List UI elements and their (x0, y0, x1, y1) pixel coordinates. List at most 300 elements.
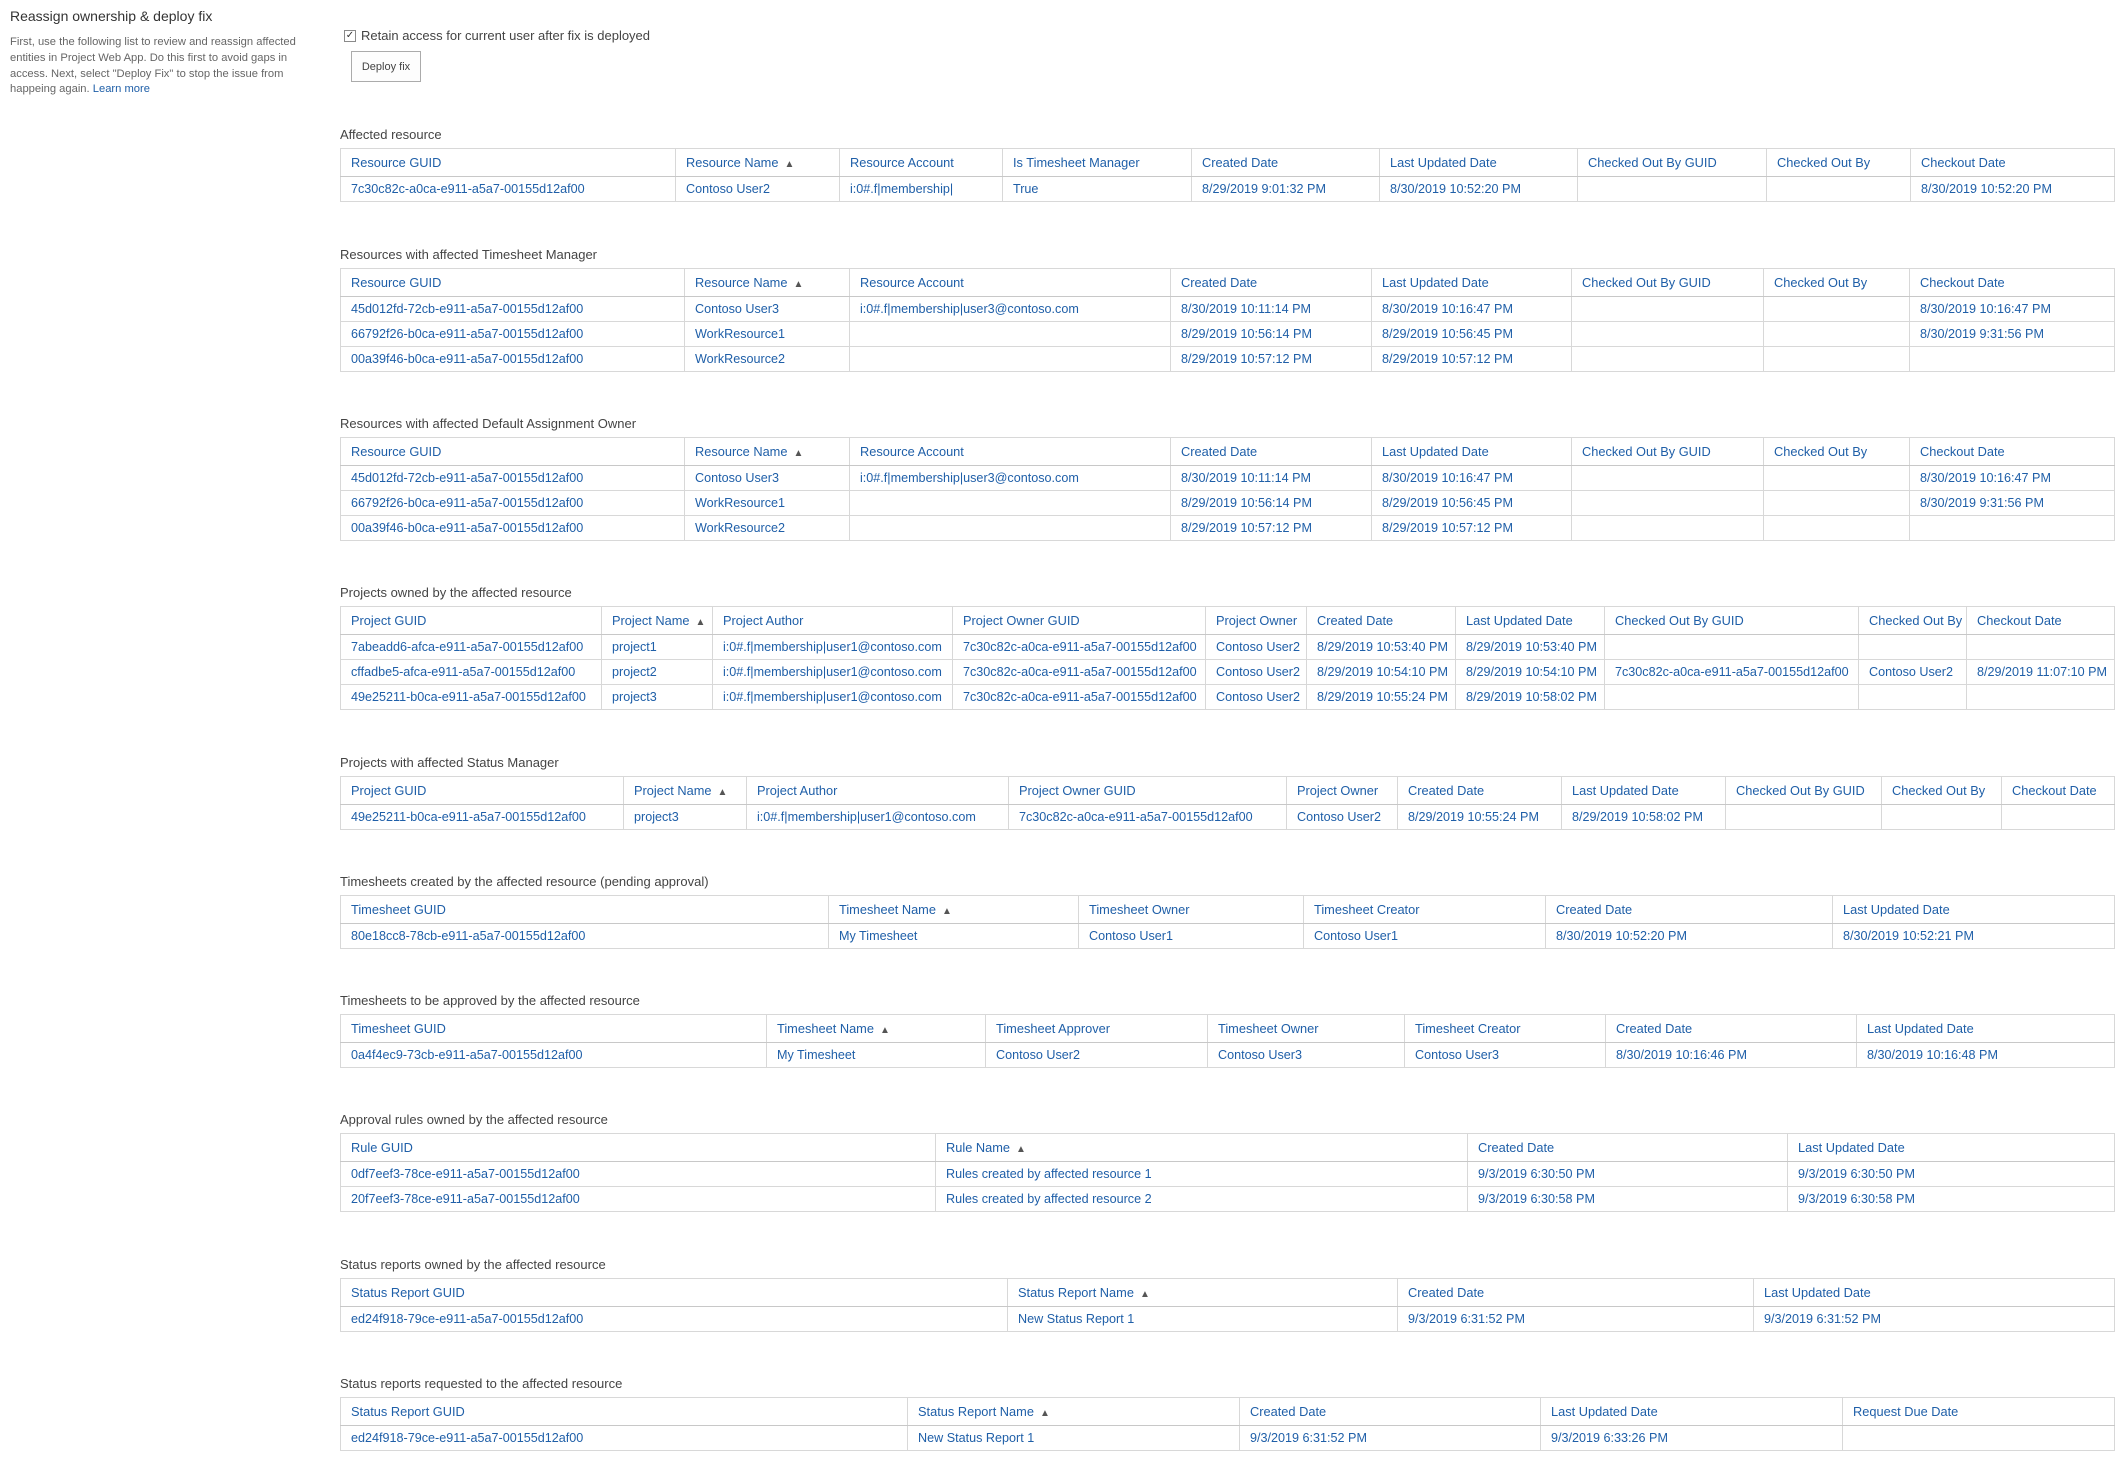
table-cell: 8/30/2019 10:16:47 PM (1372, 466, 1572, 491)
table-cell: 7c30c82c-a0ca-e911-a5a7-00155d12af00 (953, 635, 1206, 660)
table-resources-default-assignment-owner (340, 437, 2115, 541)
header-row (341, 1398, 2115, 1426)
column-header[interactable] (1882, 777, 2002, 805)
column-header-label: Resource GUID (351, 155, 442, 170)
table-cell: 8/29/2019 10:56:14 PM (1171, 491, 1372, 516)
table-cell (1859, 635, 1967, 660)
table-cell: 49e25211-b0ca-e911-a5a7-00155d12af00 (341, 685, 602, 710)
column-header-label: Request Due Date (1853, 1404, 1959, 1419)
column-header-label: Rule GUID (351, 1140, 413, 1155)
table-status-reports-requested (340, 1397, 2115, 1451)
column-header[interactable] (1541, 1398, 1843, 1426)
table-cell: 8/30/2019 9:31:56 PM (1910, 491, 2115, 516)
column-header[interactable] (1380, 149, 1578, 177)
table-row[interactable] (341, 685, 2115, 710)
table-projects-status-manager (340, 776, 2115, 830)
column-header[interactable] (936, 1134, 1468, 1162)
table-cell (1764, 491, 1910, 516)
sort-ascending-icon[interactable]: ▲ (717, 787, 728, 798)
table-cell (1843, 1426, 2115, 1451)
table-approval-rules (340, 1133, 2115, 1212)
checkmark-icon: ✓ (345, 29, 355, 41)
column-header[interactable] (1843, 1398, 2115, 1426)
table-cell: 66792f26-b0ca-e911-a5a7-00155d12af00 (341, 322, 685, 347)
table-cell: i:0#.f|membership|user3@contoso.com (850, 466, 1171, 491)
column-header-label: Status Report GUID (351, 1285, 465, 1300)
table-cell: 9/3/2019 6:33:26 PM (1541, 1426, 1843, 1451)
column-header-label: Project Owner GUID (1019, 783, 1136, 798)
column-header-label: Resource Account (850, 155, 954, 170)
column-header[interactable] (341, 149, 676, 177)
section-projects-owned (340, 586, 2114, 710)
column-header-label: Timesheet Creator (1314, 902, 1420, 917)
column-header[interactable] (1857, 1015, 2115, 1043)
table-cell: 8/30/2019 9:31:56 PM (1910, 322, 2115, 347)
table-cell (1910, 516, 2115, 541)
column-header[interactable] (1764, 269, 1910, 297)
table-affected-resource (340, 148, 2115, 202)
table-cell (850, 516, 1171, 541)
table-cell (850, 322, 1171, 347)
column-header[interactable] (341, 896, 829, 924)
table-cell: 8/29/2019 10:54:10 PM (1307, 660, 1456, 685)
section-title: Resources with affected Timesheet Manager (340, 247, 598, 262)
column-header[interactable] (1372, 269, 1572, 297)
table-cell (1910, 347, 2115, 372)
table-projects-owned (340, 606, 2115, 710)
table-cell: True (1003, 177, 1192, 202)
section-status-reports-owned (340, 1258, 2114, 1332)
table-cell: ed24f918-79ce-e911-a5a7-00155d12af00 (341, 1307, 1008, 1332)
column-header-label: Last Updated Date (1551, 1404, 1658, 1419)
table-row[interactable] (341, 805, 2115, 830)
column-header[interactable] (676, 149, 840, 177)
table-cell: Contoso User3 (685, 466, 850, 491)
column-header-label: Checkout Date (1920, 275, 2005, 290)
table-cell: 9/3/2019 6:30:50 PM (1468, 1162, 1788, 1187)
table-cell: i:0#.f|membership|user1@contoso.com (713, 685, 953, 710)
sort-ascending-icon[interactable]: ▲ (784, 159, 795, 170)
table-cell (850, 491, 1171, 516)
table-cell: 49e25211-b0ca-e911-a5a7-00155d12af00 (341, 805, 624, 830)
column-header-label: Checked Out By GUID (1615, 613, 1744, 628)
column-header-label: Created Date (1478, 1140, 1555, 1155)
column-header[interactable] (341, 1279, 1008, 1307)
column-header-label: Status Report Name (1018, 1285, 1134, 1300)
column-header-label: Resource Name (686, 155, 779, 170)
column-header-label: Checked Out By GUID (1588, 155, 1717, 170)
column-header[interactable] (1008, 1279, 1398, 1307)
sort-ascending-icon[interactable]: ▲ (1039, 1408, 1050, 1419)
header-row (341, 896, 2115, 924)
column-header-label: Checked Out By GUID (1736, 783, 1865, 798)
column-header-label: Project Author (723, 613, 804, 628)
column-header[interactable] (341, 777, 624, 805)
table-cell: 8/29/2019 10:54:10 PM (1456, 660, 1605, 685)
table-cell: 8/29/2019 10:57:12 PM (1171, 347, 1372, 372)
column-header-label: Checkout Date (2012, 783, 2097, 798)
column-header[interactable] (986, 1015, 1208, 1043)
column-header[interactable] (747, 777, 1009, 805)
table-row[interactable] (341, 491, 2115, 516)
table-cell: project1 (602, 635, 713, 660)
table-cell: 8/29/2019 10:58:02 PM (1562, 805, 1726, 830)
table-cell: 7abeadd6-afca-e911-a5a7-00155d12af00 (341, 635, 602, 660)
column-header-label: Checked Out By GUID (1582, 444, 1711, 459)
column-header[interactable] (1079, 896, 1304, 924)
column-header[interactable] (1192, 149, 1380, 177)
column-header-label: Project Author (757, 783, 838, 798)
column-header[interactable] (685, 438, 850, 466)
column-header-label: Timesheet GUID (351, 902, 446, 917)
column-header[interactable] (2002, 777, 2115, 805)
column-header[interactable] (1572, 269, 1764, 297)
column-header[interactable] (953, 607, 1206, 635)
column-header[interactable] (1572, 438, 1764, 466)
table-cell (1764, 347, 1910, 372)
section-title: Projects owned by the affected resource (340, 585, 572, 600)
table-cell: 66792f26-b0ca-e911-a5a7-00155d12af00 (341, 491, 685, 516)
table-row[interactable] (341, 635, 2115, 660)
table-cell: i:0#.f|membership|user1@contoso.com (747, 805, 1009, 830)
table-cell: New Status Report 1 (908, 1426, 1240, 1451)
column-header[interactable] (1767, 149, 1911, 177)
column-header-label: Timesheet GUID (351, 1021, 446, 1036)
table-cell: 00a39f46-b0ca-e911-a5a7-00155d12af00 (341, 516, 685, 541)
learn-more-link[interactable]: Learn more (92, 83, 150, 96)
sort-ascending-icon[interactable]: ▲ (695, 617, 706, 628)
table-cell: 7c30c82c-a0ca-e911-a5a7-00155d12af00 (1009, 805, 1287, 830)
column-header-label: Status Report GUID (351, 1404, 465, 1419)
table-cell: project3 (624, 805, 747, 830)
section-affected-resource (340, 128, 2114, 202)
table-row[interactable] (341, 466, 2115, 491)
column-header[interactable] (1307, 607, 1456, 635)
column-header-label: Created Date (1181, 444, 1258, 459)
column-header[interactable] (1287, 777, 1398, 805)
section-status-reports-requested (340, 1377, 2114, 1451)
sort-ascending-icon[interactable]: ▲ (793, 448, 804, 459)
column-header-label: Resource GUID (351, 275, 442, 290)
column-header[interactable] (685, 269, 850, 297)
table-cell (1764, 516, 1910, 541)
section-projects-status-manager (340, 756, 2114, 830)
section-timesheets-created (340, 875, 2114, 949)
table-cell: WorkResource1 (685, 491, 850, 516)
column-header-label: Checked Out By (1777, 155, 1871, 170)
table-cell: 9/3/2019 6:31:52 PM (1398, 1307, 1754, 1332)
table-cell: 8/29/2019 9:01:32 PM (1192, 177, 1380, 202)
table-cell: 8/29/2019 10:53:40 PM (1456, 635, 1605, 660)
table-row[interactable] (341, 322, 2115, 347)
sort-ascending-icon[interactable]: ▲ (793, 279, 804, 290)
table-cell (1572, 491, 1764, 516)
column-header[interactable] (1726, 777, 1882, 805)
column-header[interactable] (1372, 438, 1572, 466)
column-header-label: Resource GUID (351, 444, 442, 459)
table-row[interactable] (341, 1307, 2115, 1332)
column-header[interactable] (1606, 1015, 1857, 1043)
table-cell: Rules created by affected resource 2 (936, 1187, 1468, 1212)
column-header[interactable] (1967, 607, 2115, 635)
sort-ascending-icon[interactable]: ▲ (1139, 1289, 1150, 1300)
table-timesheets-created (340, 895, 2115, 949)
column-header[interactable] (1405, 1015, 1606, 1043)
header-row (341, 438, 2115, 466)
header-row (341, 269, 2115, 297)
table-cell (1572, 322, 1764, 347)
table-cell: 8/30/2019 10:11:14 PM (1171, 466, 1372, 491)
table-cell (1764, 297, 1910, 322)
table-cell (1967, 685, 2115, 710)
section-title: Status reports owned by the affected resource (340, 1257, 606, 1272)
table-cell: 00a39f46-b0ca-e911-a5a7-00155d12af00 (341, 347, 685, 372)
section-title: Status reports requested to the affected resource (340, 1376, 623, 1391)
table-status-reports-owned (340, 1278, 2115, 1332)
section-title: Timesheets to be approved by the affected resource (340, 993, 640, 1008)
deploy-fix-button[interactable]: Deploy fix (351, 51, 421, 82)
table-cell: ed24f918-79ce-e911-a5a7-00155d12af00 (341, 1426, 908, 1451)
column-header[interactable] (341, 1134, 936, 1162)
column-header[interactable] (341, 1015, 767, 1043)
table-cell: i:0#.f|membership| (840, 177, 1003, 202)
column-header-label: Last Updated Date (1390, 155, 1497, 170)
column-header[interactable] (341, 1398, 908, 1426)
column-header[interactable] (1911, 149, 2115, 177)
sort-ascending-icon[interactable]: ▲ (941, 906, 952, 917)
table-cell: 8/29/2019 10:55:24 PM (1307, 685, 1456, 710)
section-title: Resources with affected Default Assignment Owner (340, 416, 637, 431)
column-header-label: Created Date (1317, 613, 1394, 628)
table-timesheets-to-approve (340, 1014, 2115, 1068)
column-header[interactable] (1605, 607, 1859, 635)
section-resources-timesheet-manager (340, 248, 2114, 372)
table-cell: 8/29/2019 10:56:14 PM (1171, 322, 1372, 347)
table-cell: 8/29/2019 10:57:12 PM (1372, 516, 1572, 541)
column-header[interactable] (1910, 438, 2115, 466)
column-header-label: Last Updated Date (1572, 783, 1679, 798)
column-header[interactable] (341, 607, 602, 635)
column-header[interactable] (1754, 1279, 2115, 1307)
table-cell (1605, 685, 1859, 710)
section-title: Approval rules owned by the affected resource (340, 1112, 608, 1127)
column-header[interactable] (713, 607, 953, 635)
retain-access-checkbox-row[interactable] (344, 28, 650, 43)
table-cell: 8/30/2019 10:16:46 PM (1606, 1043, 1857, 1068)
table-cell: 7c30c82c-a0ca-e911-a5a7-00155d12af00 (1605, 660, 1859, 685)
description-text: First, use the following list to review and reassign affected entities in Project Web App. Do this first to avoid gaps in access. Next, select "Deploy Fix" to stop the issue from happeing again. (10, 36, 296, 96)
sort-ascending-icon[interactable]: ▲ (879, 1025, 890, 1036)
table-cell: 8/29/2019 10:58:02 PM (1456, 685, 1605, 710)
table-cell: Contoso User1 (1079, 924, 1304, 949)
table-cell (1764, 322, 1910, 347)
table-cell: Contoso User2 (1287, 805, 1398, 830)
section-resources-default-assignment-owner (340, 417, 2114, 541)
table-row[interactable] (341, 924, 2115, 949)
column-header-label: Resource Account (860, 444, 964, 459)
table-resources-timesheet-manager (340, 268, 2115, 372)
column-header[interactable] (1240, 1398, 1541, 1426)
table-cell: 20f7eef3-78ce-e911-a5a7-00155d12af00 (341, 1187, 936, 1212)
column-header-label: Timesheet Owner (1089, 902, 1190, 917)
column-header-label: Project Owner (1297, 783, 1379, 798)
table-cell: 7c30c82c-a0ca-e911-a5a7-00155d12af00 (341, 177, 676, 202)
column-header-label: Checkout Date (1920, 444, 2005, 459)
table-cell: WorkResource2 (685, 516, 850, 541)
section-title: Timesheets created by the affected resource (pending approval) (340, 874, 709, 889)
column-header-label: Resource Name (695, 444, 788, 459)
table-cell: 7c30c82c-a0ca-e911-a5a7-00155d12af00 (953, 685, 1206, 710)
column-header[interactable] (1003, 149, 1192, 177)
table-cell: 8/30/2019 10:52:20 PM (1911, 177, 2115, 202)
section-title: Affected resource (340, 127, 442, 142)
column-header-label: Timesheet Creator (1415, 1021, 1521, 1036)
table-row[interactable] (341, 1162, 2115, 1187)
table-row[interactable] (341, 347, 2115, 372)
table-cell: 45d012fd-72cb-e911-a5a7-00155d12af00 (341, 297, 685, 322)
column-header[interactable] (1578, 149, 1767, 177)
column-header[interactable] (1304, 896, 1546, 924)
section-title: Projects with affected Status Manager (340, 755, 559, 770)
column-header[interactable] (602, 607, 713, 635)
column-header[interactable] (767, 1015, 986, 1043)
column-header-label: Last Updated Date (1382, 444, 1489, 459)
column-header-label: Timesheet Name (777, 1021, 874, 1036)
table-cell: i:0#.f|membership|user3@contoso.com (850, 297, 1171, 322)
column-header-label: Last Updated Date (1843, 902, 1950, 917)
table-row[interactable] (341, 1187, 2115, 1212)
table-cell: 8/29/2019 11:07:10 PM (1967, 660, 2115, 685)
column-header[interactable] (1562, 777, 1726, 805)
table-cell: project2 (602, 660, 713, 685)
column-header[interactable] (1546, 896, 1833, 924)
header-row (341, 607, 2115, 635)
table-row[interactable] (341, 297, 2115, 322)
column-header[interactable] (1456, 607, 1605, 635)
table-cell: i:0#.f|membership|user1@contoso.com (713, 635, 953, 660)
column-header[interactable] (341, 438, 685, 466)
table-cell (1767, 177, 1911, 202)
column-header-label: Is Timesheet Manager (1013, 155, 1140, 170)
column-header-label: Resource Account (860, 275, 964, 290)
table-cell: 8/29/2019 10:57:12 PM (1372, 347, 1572, 372)
column-header-label: Rule Name (946, 1140, 1011, 1155)
column-header-label: Created Date (1556, 902, 1633, 917)
column-header[interactable] (1009, 777, 1287, 805)
column-header-label: Created Date (1616, 1021, 1693, 1036)
table-cell: cffadbe5-afca-e911-a5a7-00155d12af00 (341, 660, 602, 685)
column-header-label: Created Date (1181, 275, 1258, 290)
column-header[interactable] (850, 269, 1171, 297)
table-cell: 9/3/2019 6:31:52 PM (1754, 1307, 2115, 1332)
table-cell: 9/3/2019 6:30:58 PM (1468, 1187, 1788, 1212)
table-cell (2002, 805, 2115, 830)
column-header-label: Project Owner (1216, 613, 1298, 628)
table-cell: 45d012fd-72cb-e911-a5a7-00155d12af00 (341, 466, 685, 491)
table-row[interactable] (341, 516, 2115, 541)
column-header-label: Checked Out By (1774, 275, 1868, 290)
table-cell: WorkResource1 (685, 322, 850, 347)
column-header[interactable] (850, 438, 1171, 466)
column-header[interactable] (840, 149, 1003, 177)
table-cell: 8/29/2019 10:56:45 PM (1372, 491, 1572, 516)
page-description (10, 35, 300, 98)
table-cell: i:0#.f|membership|user1@contoso.com (713, 660, 953, 685)
column-header[interactable] (1833, 896, 2115, 924)
table-cell: New Status Report 1 (1008, 1307, 1398, 1332)
table-cell (1605, 635, 1859, 660)
column-header[interactable] (1910, 269, 2115, 297)
column-header-label: Timesheet Name (839, 902, 936, 917)
section-approval-rules (340, 1113, 2114, 1212)
table-cell: Contoso User2 (1206, 635, 1307, 660)
column-header[interactable] (1764, 438, 1910, 466)
column-header[interactable] (624, 777, 747, 805)
column-header-label: Status Report Name (918, 1404, 1034, 1419)
column-header-label: Checkout Date (1921, 155, 2006, 170)
table-cell: Contoso User1 (1304, 924, 1546, 949)
column-header-label: Project Name (634, 783, 712, 798)
column-header-label: Created Date (1250, 1404, 1327, 1419)
retain-access-checkbox[interactable] (344, 30, 356, 42)
column-header[interactable] (1398, 777, 1562, 805)
column-header[interactable] (1171, 438, 1372, 466)
column-header[interactable] (1208, 1015, 1405, 1043)
column-header-label: Created Date (1408, 783, 1485, 798)
table-row[interactable] (341, 660, 2115, 685)
table-cell (1882, 805, 2002, 830)
column-header[interactable] (1398, 1279, 1754, 1307)
table-cell: 8/29/2019 10:55:24 PM (1398, 805, 1562, 830)
sort-ascending-icon[interactable]: ▲ (1016, 1144, 1026, 1155)
table-cell: Contoso User2 (676, 177, 840, 202)
column-header[interactable] (341, 269, 685, 297)
column-header[interactable] (829, 896, 1079, 924)
column-header-label: Project Owner GUID (963, 613, 1080, 628)
table-cell: Rules created by affected resource 1 (936, 1162, 1468, 1187)
column-header-label: Last Updated Date (1798, 1140, 1905, 1155)
column-header[interactable] (1206, 607, 1307, 635)
table-cell: 8/29/2019 10:57:12 PM (1171, 516, 1372, 541)
column-header[interactable] (1171, 269, 1372, 297)
table-cell: 8/30/2019 10:16:47 PM (1910, 466, 2115, 491)
table-cell: 8/29/2019 10:56:45 PM (1372, 322, 1572, 347)
table-row[interactable] (341, 177, 2115, 202)
page-title: Reassign ownership & deploy fix (10, 8, 213, 24)
header-row (341, 149, 2115, 177)
header-row (341, 1279, 2115, 1307)
table-cell: 8/30/2019 10:52:21 PM (1833, 924, 2115, 949)
header-row (341, 1134, 2115, 1162)
column-header-label: Timesheet Approver (996, 1021, 1111, 1036)
column-header-label: Checked Out By (1774, 444, 1868, 459)
table-cell: 8/29/2019 10:53:40 PM (1307, 635, 1456, 660)
table-cell: 7c30c82c-a0ca-e911-a5a7-00155d12af00 (953, 660, 1206, 685)
column-header[interactable] (1468, 1134, 1788, 1162)
table-cell: 9/3/2019 6:31:52 PM (1240, 1426, 1541, 1451)
column-header[interactable] (1859, 607, 1967, 635)
table-cell: 8/30/2019 10:52:20 PM (1546, 924, 1833, 949)
table-cell: 0a4f4ec9-73cb-e911-a5a7-00155d12af00 (341, 1043, 767, 1068)
column-header-label: Resource Name (695, 275, 788, 290)
column-header[interactable] (1788, 1134, 2115, 1162)
table-row[interactable] (341, 1043, 2115, 1068)
column-header-label: Last Updated Date (1382, 275, 1489, 290)
table-cell (1572, 516, 1764, 541)
column-header[interactable] (908, 1398, 1240, 1426)
table-cell (1726, 805, 1882, 830)
table-row[interactable] (341, 1426, 2115, 1451)
